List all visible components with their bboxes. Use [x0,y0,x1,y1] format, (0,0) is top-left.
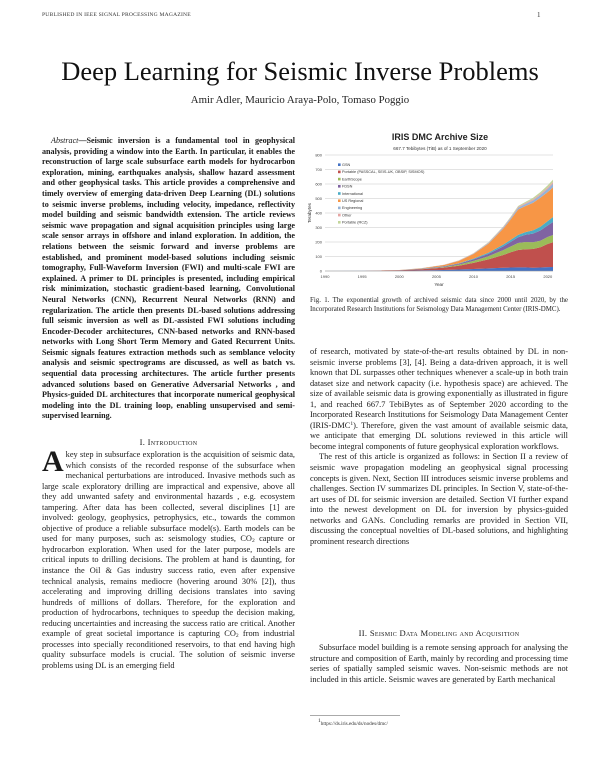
footnote [318,718,388,727]
chart-title: IRIS DMC Archive Size [391,132,489,142]
intro-paragraph-1 [42,445,295,671]
intro-cont-text-a: of research, motivated by state-of-the-art results obtained by DL in non-seismic inverse problems [3], [4]. Being a data-driven approach, it is well known that DL surpasses other techniques whenever a scale-up in both train dataset size and network capacity (i.e. hypothesis space) are achieved. The size of available seismic data is growing exponentially as illustrated in figure 1, and reached 667.7 TebiBytes as of September 2020 according to the Incorporated Research Institutions for Seismology Data Management Center (IRIS-DMC [310,347,568,430]
intro-text-c: from industrial processes into specially reconditioned reservoirs, to that end having high quality subsurface models is crucial. The solution of seismic inverse problems using DL is an emerging field [42,629,295,670]
legend-label: Portable (RCZ) [342,220,368,225]
x-tick-label: 2005 [431,274,441,279]
y-tick-label: 700 [315,167,322,172]
legend-label: Other [342,213,352,218]
legend-label: US Regional [342,199,364,203]
subscript: 2 [235,633,239,640]
figure-1-chart [305,128,575,288]
section2-text: Subsurface model building is a remote sensing approach for analysing the structure and composition of Earth, mainly by recording and processing time series of spatially sampled seismic waves. Non-seismic methods are not included in this article. Seismic waves are generated by Earth mechanical [310,643,568,684]
y-tick-label: 100 [315,254,322,259]
running-head: PUBLISHED IN IEEE SIGNAL PROCESSING MAGAZINE [42,12,191,18]
y-tick-label: 600 [315,181,322,187]
intro-paragraph-2: The rest of this article is organized as follows: in Section II a review of seismic wave propagation modeling an geophysical signal processing concepts is given. Next, Section III introduces seismic inverse problems and challenges. Section IV summarizes DL principles. In Section V, state-of-the-art uses of DL for seismic inversion are detailed. Section VI further expand into the newest development on DL for inversion by physics-guided networks and GANs. Concluding remarks are provided in Section VII, discussing the conceptual novelties of DL-based solutions, and highlighting prominent research directions [310,452,568,546]
drop-cap: A [42,445,64,478]
y-tick-label: 200 [315,239,322,245]
legend-label: FDSN [342,184,353,189]
footnote-number: 1 [318,718,321,724]
paper-authors: Amir Adler, Mauricio Araya-Polo, Tomaso Poggio [190,94,410,106]
x-tick-label: 2015 [506,274,516,279]
legend-label: EarthScope [342,177,362,182]
legend-swatch [338,171,341,174]
y-tick-label: 400 [315,210,322,216]
x-tick-label: 1995 [357,274,367,279]
y-tick-label: 300 [315,225,322,230]
intro-text-b: capture or hydrocarbon exploration. When used for the later purpose, models are critical inputs to drilling decisions. The problem at hand is daunting, for instance the Oil & Gas industry success ratio, even after expensive technical analysis, remains mediocre (hovering around 30% [2]), thus accelerating and improving drilling decisions translates into saving hundreds of millions of dollars. Therefore, for the exploration and production of hydrocarbons, techniques to speedup the decision making, reducing uncertainties and increasing the success ratio are critical. Another example of great societal importance is capturing CO [42,534,295,639]
section-heading-introduction: I. Introduction [139,437,198,447]
section2-paragraph-1 [310,643,568,685]
y-tick-label: 500 [315,196,322,201]
intro-cont-text-b: ). Therefore, given the vast amount of available seismic data, we anticipate that emerging DL solutions reviewed in this article will become integral components of future geophysical exploration workflows. [310,420,568,451]
x-tick-label: 2010 [469,274,478,279]
intro-paragraph-1-continued [310,347,568,547]
footnote-url[interactable]: https://ds.iris.edu/ds/nodes/dmc/ [320,721,388,727]
chart-subtitle: 667.7 Tebibytes (TiB) as of 1 September 2020 [393,146,487,151]
y-axis-label: Terabytes [307,203,312,223]
x-tick-label: 2000 [394,274,404,279]
legend-swatch [338,199,341,202]
footnote-divider [310,715,400,716]
page-number: 1 [537,11,541,19]
legend-label: Engineering [342,206,363,211]
intro-text-a: key step in subsurface exploration is the acquisition of seismic data, which consists of the recorded response of the subsurface when mechanical perturbations are introduced. Invasive methods such as large scale exploratory drilling are impractical and expensive, above all they add unwanted safety and environmental hazards , e.g. ecosystem tampering. After data has been collected, several disciplines [1] are involved: geology, geophysics, petrophysics, etc., towards the common objective of produce a reliable subsurface model(s). Earth models can be used for many purposes, such as: seismology studies, CO [42,450,295,544]
x-axis-label: Year [434,282,444,287]
legend-label: Portable (PASSCAL, SEIS-UK, OBSIP, SISMOS) [342,170,425,175]
abstract-dash: — [78,136,87,145]
footnote-mark[interactable]: 1 [350,420,354,427]
abstract [42,136,295,422]
legend-swatch [338,192,341,195]
abstract-lead: Abstract [51,136,79,145]
legend-swatch [338,214,341,217]
y-tick-label: 0 [319,268,322,274]
legend-swatch [338,207,341,210]
legend-swatch [338,185,341,188]
subscript: 2 [251,538,255,545]
y-tick-label: 800 [315,152,322,158]
abstract-text: Seismic inversion is a fundamental tool in geophysical analysis, providing a window into the Earth. In particular, it enables the reconstruction of large scale subsurface earth models for hydrocarbon exploration, mining, earthquakes analysis, shallow hazard assessment and other geophysical tasks. This article provides a comprehensive and timely overview of emerging data-driven Deep Learning (DL) solutions to seismic inverse problems, including velocity, impedance, reflectivity model building and seismic bandwidth extension. The article reviews seismic wave propagation and signal acquisition principles using large scale sensor arrays in offshore and inland exploration. In addition, the relations between the seismic forward and inverse problems are established, and prominent model-based solutions including seismic tomography, Full-Waveform Inversion (FWI) and multi-scale FWI are explained. A primer to DL principles is presented, including empirical risk minimization, stochastic gradient-based learning, Convolutional Neural Networks (CNN), Recurrent Neural Networks (RNN) and regularization. The article then presents DL-based solutions addressing full seismic inversion as well as DL-assisted FWI solutions including Encoder-Decoder architectures, CNN-based networks and RNN-based networks with Long Short Term Memory and Gated Recurrent Units. Seismic signals features extraction methods such as semblance velocity analysis and seismic spectrograms are discussed, as well as batch vs. sequential data processing architectures. The article further presents advanced solutions based on Generative Adversarial Networks , and Physics-guided DL architectures that incorporate numerical geophysical modeling into the DL training loop, enabling unsupervised and semi-supervised learning. [42,136,295,421]
legend-swatch [338,178,341,181]
legend-swatch [338,221,341,224]
figure-caption: Fig. 1. The exponential growth of archived seismic data since 2000 until 2020, by the Incorporated Research Institutions for Seismology Data Management Center (IRIS-DMC). [310,297,568,313]
x-tick-label: 1990 [320,274,330,279]
section-heading-2: II. Seismic Data Modeling and Acquisition [358,628,520,638]
paper-title: Deep Learning for Seismic Inverse Problems [61,56,539,86]
chart-plot [305,128,575,288]
legend-label: International [342,191,363,196]
x-tick-label: 2020 [543,274,553,279]
legend-label: GSN [342,163,351,167]
legend-swatch [338,163,341,166]
